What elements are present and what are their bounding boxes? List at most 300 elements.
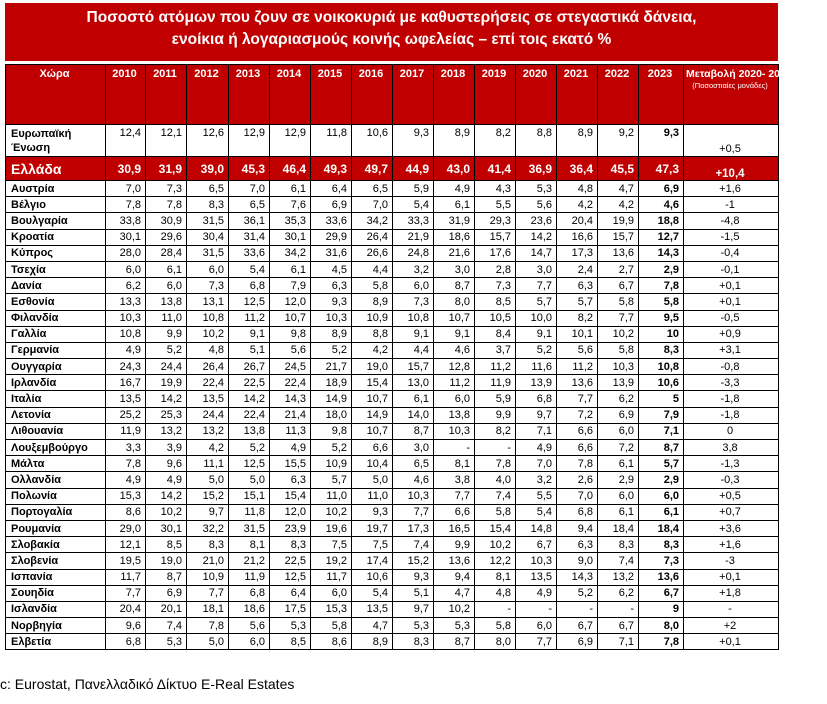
- value-cell: 30,1: [270, 229, 311, 245]
- value-cell: 10,1: [557, 326, 598, 342]
- value-cell: 8,7: [434, 634, 475, 650]
- value-cell: 10,8: [639, 359, 684, 375]
- value-cell: 15,7: [475, 229, 516, 245]
- value-cell: 4,7: [434, 585, 475, 601]
- value-cell: 7,7: [516, 634, 557, 650]
- table-row: [6, 504, 779, 520]
- value-cell: -: [598, 601, 639, 617]
- value-cell: 6,2: [598, 391, 639, 407]
- value-cell: 6,4: [311, 181, 352, 197]
- value-cell: 3,3: [106, 440, 146, 456]
- value-cell: 45,5: [598, 157, 639, 181]
- value-cell: 12,5: [229, 456, 270, 472]
- value-cell: 7,6: [270, 197, 311, 213]
- value-cell: 19,0: [146, 553, 187, 569]
- value-cell: 6,3: [311, 278, 352, 294]
- value-cell: 8,5: [270, 634, 311, 650]
- value-cell: 6,3: [557, 278, 598, 294]
- value-cell: 26,4: [352, 229, 393, 245]
- value-cell: 21,0: [187, 553, 229, 569]
- value-cell: 7,4: [598, 553, 639, 569]
- value-cell: 19,2: [311, 553, 352, 569]
- value-cell: 6,3: [270, 472, 311, 488]
- value-cell: 8,9: [311, 326, 352, 342]
- value-cell: 6,0: [516, 618, 557, 634]
- value-cell: 6,1: [434, 197, 475, 213]
- value-cell: -: [557, 601, 598, 617]
- value-cell: 3,9: [146, 440, 187, 456]
- table-row: [6, 181, 779, 197]
- value-cell: 22,4: [187, 375, 229, 391]
- value-cell: 6,7: [516, 537, 557, 553]
- value-cell: 10,3: [393, 488, 434, 504]
- value-cell: 14,3: [639, 245, 684, 261]
- value-cell: 6,6: [557, 423, 598, 439]
- value-cell: 13,6: [557, 375, 598, 391]
- value-cell: 7,3: [639, 553, 684, 569]
- value-cell: 8,8: [352, 326, 393, 342]
- value-cell: 3,2: [393, 261, 434, 277]
- value-cell: 8,2: [557, 310, 598, 326]
- value-cell: 21,4: [270, 407, 311, 423]
- value-cell: 8,8: [516, 125, 557, 157]
- value-cell: 21,2: [229, 553, 270, 569]
- value-cell: 8,6: [311, 634, 352, 650]
- header-year: 2022: [598, 65, 639, 125]
- value-cell: -: [516, 601, 557, 617]
- value-cell: 6,8: [557, 504, 598, 520]
- change-cell: -1,8: [684, 407, 779, 423]
- value-cell: 8,5: [475, 294, 516, 310]
- table-row: [6, 229, 779, 245]
- value-cell: 5,3: [393, 618, 434, 634]
- value-cell: 8,7: [639, 440, 684, 456]
- value-cell: 7,5: [352, 537, 393, 553]
- value-cell: 5,8: [639, 294, 684, 310]
- value-cell: 11,6: [516, 359, 557, 375]
- value-cell: 34,2: [352, 213, 393, 229]
- value-cell: 15,7: [598, 229, 639, 245]
- value-cell: 9,9: [434, 537, 475, 553]
- value-cell: 6,7: [598, 278, 639, 294]
- value-cell: 8,6: [106, 504, 146, 520]
- value-cell: 6,9: [598, 407, 639, 423]
- value-cell: 7,4: [475, 488, 516, 504]
- value-cell: 7,4: [393, 537, 434, 553]
- value-cell: 4,6: [434, 342, 475, 358]
- value-cell: 9,0: [557, 553, 598, 569]
- value-cell: 8,2: [475, 423, 516, 439]
- table-row: [6, 472, 779, 488]
- country-cell: Ολλανδία: [6, 472, 106, 488]
- country-cell: Λιθουανία: [6, 423, 106, 439]
- value-cell: 6,0: [187, 261, 229, 277]
- value-cell: 9,1: [434, 326, 475, 342]
- value-cell: 5: [639, 391, 684, 407]
- country-cell: Εσθονία: [6, 294, 106, 310]
- value-cell: 9,3: [311, 294, 352, 310]
- value-cell: 30,1: [106, 229, 146, 245]
- value-cell: 4,2: [598, 197, 639, 213]
- value-cell: 47,3: [639, 157, 684, 181]
- change-cell: +0,1: [684, 278, 779, 294]
- table-row: [6, 553, 779, 569]
- value-cell: 14,2: [229, 391, 270, 407]
- value-cell: 6,1: [598, 504, 639, 520]
- country-cell: Λουξεμβούργο: [6, 440, 106, 456]
- value-cell: 14,7: [516, 245, 557, 261]
- change-cell: -0,1: [684, 261, 779, 277]
- change-cell: -3,3: [684, 375, 779, 391]
- value-cell: 12,6: [187, 125, 229, 157]
- change-cell: -0,5: [684, 310, 779, 326]
- value-cell: 5,4: [516, 504, 557, 520]
- value-cell: 10,0: [516, 310, 557, 326]
- header-country: Χώρα: [6, 65, 106, 125]
- value-cell: 5,0: [352, 472, 393, 488]
- value-cell: 13,2: [598, 569, 639, 585]
- change-cell: +10,4: [684, 157, 779, 181]
- value-cell: 9,4: [434, 569, 475, 585]
- value-cell: 6,7: [598, 618, 639, 634]
- value-cell: 4,6: [393, 472, 434, 488]
- country-cell: Ευρωπαϊκή Ένωση: [6, 125, 106, 157]
- value-cell: 9,7: [516, 407, 557, 423]
- value-cell: 8,3: [639, 537, 684, 553]
- value-cell: 5,0: [187, 634, 229, 650]
- value-cell: 10,2: [187, 326, 229, 342]
- value-cell: 9: [639, 601, 684, 617]
- value-cell: 5,2: [311, 342, 352, 358]
- value-cell: 33,3: [393, 213, 434, 229]
- change-cell: -1,8: [684, 391, 779, 407]
- value-cell: 10,2: [311, 504, 352, 520]
- value-cell: 15,4: [352, 375, 393, 391]
- value-cell: 23,9: [270, 520, 311, 536]
- value-cell: 10,3: [516, 553, 557, 569]
- value-cell: 10,2: [475, 537, 516, 553]
- value-cell: 13,6: [639, 569, 684, 585]
- value-cell: 12,7: [639, 229, 684, 245]
- country-cell: Ισπανία: [6, 569, 106, 585]
- value-cell: 6,0: [639, 488, 684, 504]
- table-row: [6, 261, 779, 277]
- value-cell: 22,4: [229, 407, 270, 423]
- value-cell: 24,5: [270, 359, 311, 375]
- value-cell: 15,7: [393, 359, 434, 375]
- value-cell: 4,7: [598, 181, 639, 197]
- table-row: [6, 601, 779, 617]
- value-cell: 12,1: [106, 537, 146, 553]
- value-cell: 6,0: [434, 391, 475, 407]
- value-cell: 15,3: [106, 488, 146, 504]
- value-cell: 7,0: [557, 488, 598, 504]
- table-row: [6, 359, 779, 375]
- change-cell: -1: [684, 197, 779, 213]
- change-cell: 3,8: [684, 440, 779, 456]
- table-row: [6, 342, 779, 358]
- value-cell: 9,8: [311, 423, 352, 439]
- value-cell: 14,8: [516, 520, 557, 536]
- value-cell: 31,5: [229, 520, 270, 536]
- value-cell: 12,5: [229, 294, 270, 310]
- value-cell: 8,5: [146, 537, 187, 553]
- value-cell: 8,7: [146, 569, 187, 585]
- value-cell: 7,1: [639, 423, 684, 439]
- table-row: [6, 520, 779, 536]
- value-cell: 4,2: [187, 440, 229, 456]
- header-year: 2016: [352, 65, 393, 125]
- value-cell: 11,8: [229, 504, 270, 520]
- header-change: [684, 65, 792, 125]
- value-cell: 5,3: [146, 634, 187, 650]
- value-cell: 8,3: [270, 537, 311, 553]
- value-cell: 34,2: [270, 245, 311, 261]
- value-cell: 30,9: [106, 157, 146, 181]
- value-cell: 7,1: [516, 423, 557, 439]
- value-cell: 5,3: [434, 618, 475, 634]
- value-cell: 5,5: [516, 488, 557, 504]
- table-row: [6, 125, 779, 157]
- value-cell: 5,2: [557, 585, 598, 601]
- value-cell: 10,7: [352, 423, 393, 439]
- value-cell: 5,6: [270, 342, 311, 358]
- header-change-note: (Ποσοστιαίες μονάδες): [692, 81, 768, 90]
- value-cell: 5,0: [229, 472, 270, 488]
- value-cell: 10,7: [352, 391, 393, 407]
- value-cell: 8,0: [475, 634, 516, 650]
- value-cell: 24,4: [146, 359, 187, 375]
- value-cell: 5,4: [352, 585, 393, 601]
- value-cell: 18,4: [639, 520, 684, 536]
- value-cell: 2,4: [557, 261, 598, 277]
- value-cell: 12,5: [270, 569, 311, 585]
- value-cell: 19,5: [106, 553, 146, 569]
- value-cell: 4,9: [516, 440, 557, 456]
- value-cell: 5,0: [187, 472, 229, 488]
- value-cell: 9,1: [516, 326, 557, 342]
- change-cell: +1,6: [684, 181, 779, 197]
- value-cell: 4,8: [557, 181, 598, 197]
- value-cell: 6,7: [557, 618, 598, 634]
- value-cell: 8,1: [475, 569, 516, 585]
- value-cell: 9,3: [393, 125, 434, 157]
- value-cell: 12,8: [434, 359, 475, 375]
- country-cell: Τσεχία: [6, 261, 106, 277]
- table-row: [6, 537, 779, 553]
- value-cell: 3,7: [475, 342, 516, 358]
- table-row: [6, 326, 779, 342]
- value-cell: 14,2: [146, 488, 187, 504]
- value-cell: 4,6: [639, 197, 684, 213]
- value-cell: 4,0: [475, 472, 516, 488]
- value-cell: 9,6: [146, 456, 187, 472]
- value-cell: 5,8: [475, 618, 516, 634]
- value-cell: 11,7: [106, 569, 146, 585]
- value-cell: 5,2: [229, 440, 270, 456]
- value-cell: 4,9: [516, 585, 557, 601]
- value-cell: 11,1: [187, 456, 229, 472]
- country-cell: Σουηδία: [6, 585, 106, 601]
- value-cell: 5,8: [598, 294, 639, 310]
- value-cell: 43,0: [434, 157, 475, 181]
- value-cell: 7,3: [393, 294, 434, 310]
- value-cell: 15,3: [311, 601, 352, 617]
- value-cell: 16,6: [557, 229, 598, 245]
- value-cell: 9,7: [393, 601, 434, 617]
- table-row: [6, 634, 779, 650]
- country-cell: Ιταλία: [6, 391, 106, 407]
- value-cell: 6,5: [393, 456, 434, 472]
- header-year: 2014: [270, 65, 311, 125]
- value-cell: 10,3: [311, 310, 352, 326]
- change-cell: -0,4: [684, 245, 779, 261]
- header-year: 2017: [393, 65, 434, 125]
- value-cell: 31,6: [311, 245, 352, 261]
- value-cell: 26,4: [187, 359, 229, 375]
- value-cell: 7,3: [146, 181, 187, 197]
- value-cell: 15,2: [393, 553, 434, 569]
- value-cell: 6,0: [146, 278, 187, 294]
- value-cell: 5,6: [516, 197, 557, 213]
- country-cell: Λετονία: [6, 407, 106, 423]
- value-cell: 7,2: [598, 440, 639, 456]
- value-cell: 6,2: [106, 278, 146, 294]
- country-cell: Σλοβακία: [6, 537, 106, 553]
- header-year: 2010: [106, 65, 146, 125]
- country-cell: Σλοβενία: [6, 553, 106, 569]
- value-cell: 49,3: [311, 157, 352, 181]
- value-cell: 10,2: [598, 326, 639, 342]
- value-cell: 3,0: [516, 261, 557, 277]
- table-row: [6, 456, 779, 472]
- value-cell: 18,6: [434, 229, 475, 245]
- value-cell: 16,5: [434, 520, 475, 536]
- value-cell: -: [475, 601, 516, 617]
- value-cell: 17,3: [557, 245, 598, 261]
- header-year: 2018: [434, 65, 475, 125]
- change-cell: 0: [684, 423, 779, 439]
- value-cell: 6,6: [557, 440, 598, 456]
- value-cell: 2,9: [639, 261, 684, 277]
- value-cell: 19,9: [146, 375, 187, 391]
- value-cell: 5,6: [557, 342, 598, 358]
- country-cell: Ελβετία: [6, 634, 106, 650]
- value-cell: 10,2: [434, 601, 475, 617]
- value-cell: 12,1: [146, 125, 187, 157]
- value-cell: 36,4: [557, 157, 598, 181]
- value-cell: 6,1: [146, 261, 187, 277]
- data-table: [5, 64, 792, 650]
- value-cell: 11,0: [352, 488, 393, 504]
- value-cell: 10,9: [187, 569, 229, 585]
- value-cell: 11,2: [557, 359, 598, 375]
- value-cell: 24,4: [187, 407, 229, 423]
- header-year: 2019: [475, 65, 516, 125]
- value-cell: 18,6: [229, 601, 270, 617]
- value-cell: 5,3: [516, 181, 557, 197]
- value-cell: 6,7: [639, 585, 684, 601]
- value-cell: 4,4: [393, 342, 434, 358]
- value-cell: 6,2: [598, 585, 639, 601]
- value-cell: 4,9: [270, 440, 311, 456]
- value-cell: 4,2: [352, 342, 393, 358]
- value-cell: 8,3: [187, 537, 229, 553]
- value-cell: 8,1: [229, 537, 270, 553]
- country-cell: Αυστρία: [6, 181, 106, 197]
- value-cell: 20,1: [146, 601, 187, 617]
- value-cell: 7,3: [187, 278, 229, 294]
- value-cell: 5,8: [598, 342, 639, 358]
- value-cell: 8,2: [475, 125, 516, 157]
- value-cell: 28,4: [146, 245, 187, 261]
- value-cell: 22,5: [229, 375, 270, 391]
- value-cell: 29,9: [311, 229, 352, 245]
- country-cell: Κύπρος: [6, 245, 106, 261]
- value-cell: 12,9: [270, 125, 311, 157]
- value-cell: 8,3: [598, 537, 639, 553]
- value-cell: 9,2: [598, 125, 639, 157]
- value-cell: 7,4: [146, 618, 187, 634]
- value-cell: 13,9: [516, 375, 557, 391]
- value-cell: 8,3: [393, 634, 434, 650]
- value-cell: 6,0: [598, 423, 639, 439]
- value-cell: 9,5: [639, 310, 684, 326]
- value-cell: 39,0: [187, 157, 229, 181]
- value-cell: 6,1: [393, 391, 434, 407]
- change-cell: -1,3: [684, 456, 779, 472]
- value-cell: 25,2: [106, 407, 146, 423]
- value-cell: 9,7: [187, 504, 229, 520]
- value-cell: 14,2: [146, 391, 187, 407]
- value-cell: 10,6: [352, 125, 393, 157]
- value-cell: 7,7: [187, 585, 229, 601]
- value-cell: 14,9: [352, 407, 393, 423]
- table-row: [6, 618, 779, 634]
- value-cell: 7,0: [229, 181, 270, 197]
- value-cell: 31,9: [146, 157, 187, 181]
- value-cell: 9,3: [639, 125, 684, 157]
- value-cell: 9,1: [229, 326, 270, 342]
- value-cell: 7,8: [557, 456, 598, 472]
- value-cell: 11,7: [311, 569, 352, 585]
- value-cell: 13,5: [516, 569, 557, 585]
- value-cell: 5,6: [229, 618, 270, 634]
- value-cell: 17,6: [475, 245, 516, 261]
- value-cell: 31,5: [187, 213, 229, 229]
- value-cell: 6,1: [639, 504, 684, 520]
- header-year: 2020: [516, 65, 557, 125]
- change-cell: +1,6: [684, 537, 779, 553]
- value-cell: 15,5: [270, 456, 311, 472]
- value-cell: 7,7: [106, 585, 146, 601]
- value-cell: 5,2: [146, 342, 187, 358]
- value-cell: 11,3: [270, 423, 311, 439]
- value-cell: 6,8: [516, 391, 557, 407]
- value-cell: 3,0: [393, 440, 434, 456]
- value-cell: 30,9: [146, 213, 187, 229]
- value-cell: -: [475, 440, 516, 456]
- value-cell: 11,2: [475, 359, 516, 375]
- value-cell: 33,6: [229, 245, 270, 261]
- value-cell: 13,2: [187, 423, 229, 439]
- value-cell: 31,5: [187, 245, 229, 261]
- value-cell: 14,2: [516, 229, 557, 245]
- value-cell: 3,2: [516, 472, 557, 488]
- value-cell: 5,2: [516, 342, 557, 358]
- value-cell: 18,4: [598, 520, 639, 536]
- value-cell: 2,8: [475, 261, 516, 277]
